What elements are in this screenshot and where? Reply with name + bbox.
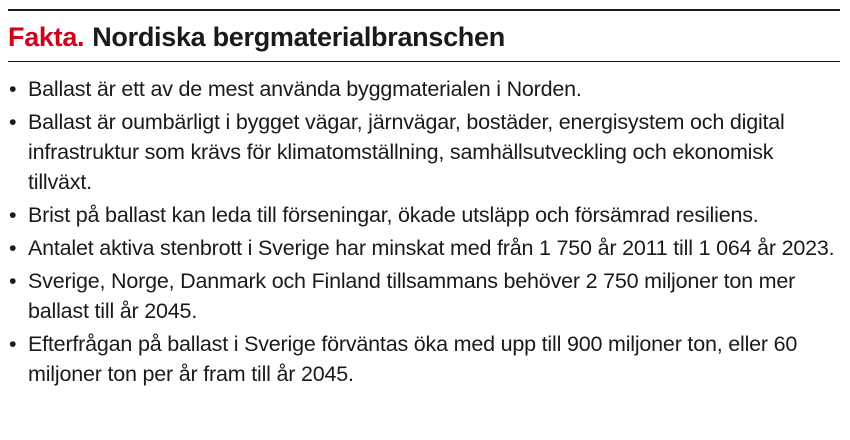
- bullet-icon: •: [9, 269, 17, 293]
- fact-list: [8, 74, 840, 389]
- header-divider: [8, 61, 840, 62]
- fact-item: [8, 200, 840, 230]
- fact-box-title: Nordiska bergmaterialbranschen: [92, 21, 505, 52]
- fact-text: Efterfrågan på ballast i Sverige förväntas öka med upp till 900 miljoner ton, eller 60 miljoner ton per år fram till år 2045.: [28, 332, 798, 386]
- fact-text: Sverige, Norge, Danmark och Finland tillsammans behöver 2 750 miljoner ton mer ballast till år 2045.: [28, 269, 796, 323]
- fact-item: [8, 74, 840, 104]
- fact-item: [8, 233, 840, 263]
- fact-text: Ballast är oumbärligt i bygget vägar, järnvägar, bostäder, energisystem och digital infrastruktur som krävs för klimatomställning, samhällsutveckling och ekonomisk tillväxt.: [28, 110, 785, 194]
- fact-box-header: [8, 19, 840, 55]
- fact-item: [8, 107, 840, 197]
- fact-item: [8, 329, 840, 389]
- fact-text: Brist på ballast kan leda till förseningar, ökade utsläpp och försämrad resiliens.: [28, 203, 759, 227]
- bullet-icon: •: [9, 110, 17, 134]
- fact-text: Ballast är ett av de mest använda byggmaterialen i Norden.: [28, 77, 582, 101]
- bullet-icon: •: [9, 77, 17, 101]
- fact-text: Antalet aktiva stenbrott i Sverige har minskat med från 1 750 år 2011 till 1 064 år 2023.: [28, 236, 835, 260]
- bullet-icon: •: [9, 203, 17, 227]
- kicker-label: Fakta.: [8, 21, 85, 52]
- bullet-icon: •: [9, 236, 17, 260]
- top-divider: [8, 9, 840, 11]
- fact-item: [8, 266, 840, 326]
- fact-box: [8, 9, 840, 392]
- bullet-icon: •: [9, 332, 17, 356]
